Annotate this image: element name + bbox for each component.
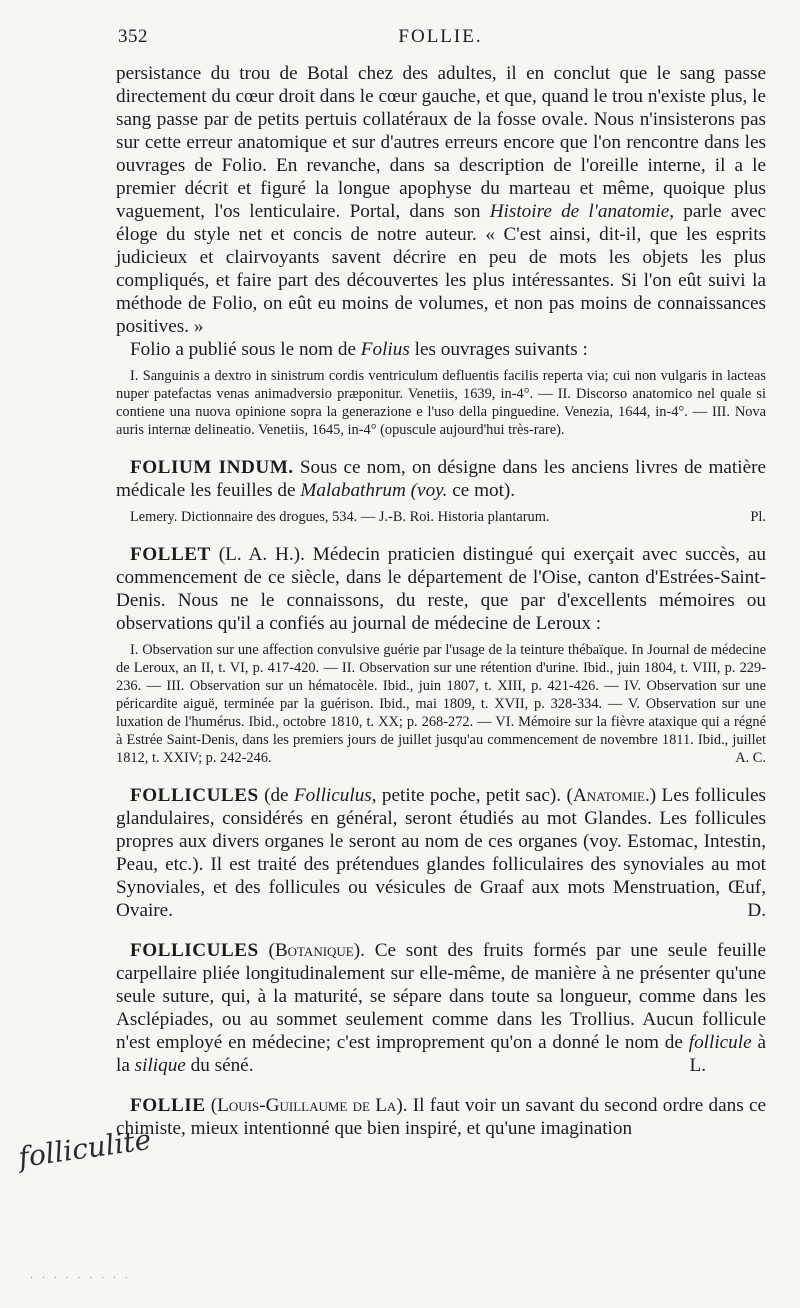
folium-indum-references bbox=[116, 508, 766, 526]
follicules-word-silique: silique bbox=[134, 1055, 186, 1076]
follie-headword: FOLLIE bbox=[130, 1095, 206, 1116]
folium-indum-signature: Pl. bbox=[750, 509, 766, 525]
folium-indum-text-b: ce mot). bbox=[447, 480, 516, 501]
follicules-anatomie-headword: FOLLICULES bbox=[130, 785, 259, 806]
follicules-anatomie-signature: D. bbox=[747, 900, 766, 921]
folio-works-intro-a: Folio a publié sous le nom de bbox=[130, 339, 361, 360]
follet-works: I. Observation sur une affection convulsive guérie par l'usage de la teinture thébaïque. In Journal de médecine de Leroux, an II, t. VI, p. 417-420. — II. Observation sur une rétention d'urine. Ibid., juin 1804, t. VIII, p. 229-236. — III. Observation sur un hématocèle. Ibid., juin 1807, t. XIII, p. 421-426. — IV. Observation sur une péricardite aiguë, terminée par la guérison. Ibid., mai 1809, t. XVII, p. 328-334. — V. Observation sur une luxation de l'humérus. Ibid., octobre 1810, t. XX; p. 268-272. — VI. Mémoire sur la fièvre ataxique qui a régné à Estrée Saint-Denis, dans les premiers jours de juillet jusqu'au commencement de novembre 1811. Ibid., juillet 1812, t. XXIV; p. 242-246. bbox=[116, 642, 766, 766]
follicules-botanique-text-c: du séné. bbox=[185, 1055, 254, 1076]
follicules-botanique-entry bbox=[116, 939, 766, 1077]
follicules-botanique-text-a: Ce sont des fruits formés par une seule feuille carpellaire pliée longitudinalement sur elle-même, de manière à ne présenter qu'une seule suture, qui, à la maturité, se sépare dans toute sa longueur, comme dans les Asclépiades, ou au sommet seulement comme dans les Trollius. Aucun follicule n'est employé en médecine; c'est improprement qu'on a donné le nom de bbox=[116, 940, 766, 1053]
folium-indum-ref: Lemery. Dictionnaire des drogues, 534. — J.-B. Roi. Historia plantarum. bbox=[130, 509, 550, 525]
follicules-etym-a: (de bbox=[258, 785, 294, 806]
follicules-anatomie-text: Les follicules glandulaires, considérés en général, seront étudiés au mot Glandes. Les follicules propres aux divers organes le seront au nom de ces organes (voy. Estomac, Intestin, Peau, etc.). Il est traité des prétendues glandes folliculaires des synoviales au mot Synoviales, et des follicules ou vésicules de Graaf aux mots Menstruation, Œuf, Ovaire. bbox=[116, 785, 767, 921]
folio-works-intro bbox=[116, 338, 766, 361]
follet-signature: A. C. bbox=[735, 750, 766, 766]
handwritten-margin-note: folliculite bbox=[16, 1122, 154, 1175]
follet-headword: FOLLET bbox=[130, 544, 211, 565]
folio-entry-continuation bbox=[116, 62, 766, 338]
follicules-etym-word: Folliculus bbox=[293, 785, 372, 806]
follet-entry bbox=[116, 543, 766, 635]
follicules-anatomie-entry bbox=[116, 784, 766, 922]
follet-text: Médecin praticien distingué qui exerçait avec succès, au commencement de ce siècle, dans le département de l'Oise, canton d'Estrées-Saint-Denis. Nous ne le connaissons, du reste, que par d'excellents mémoires ou observations qu'il a confiés au journal de médecine de Leroux : bbox=[116, 544, 766, 634]
folio-text-end: , parle avec éloge du style net et concis de notre auteur. « C'est ainsi, dit-il, que les esprits judicieux et clairvoyants savent décrire en peu de mots les objets les plus compliqués, et faire part des découvertes les plus intéressantes. Si l'on eût suivi la méthode de Folio, on eût eu moins de volumes, et non pas moins de connaissances positives. » bbox=[116, 201, 766, 337]
folio-latin-name: Folius bbox=[360, 339, 410, 360]
follet-initials: (L. A. H.). bbox=[210, 544, 305, 565]
folio-works-list: I. Sanguinis a dextro in sinistrum cordis ventriculum defluentis facilis reperta via; cui non vulgaris in lacteas nuper patefactas venas animadversio præponitur. Venetiis, 1639, in-4°. — II. Discorso anatomico nel quale si contiene una nuova opinione sopra la generazione e l'uso della pinguedine. Venezia, 1644, in-4°. — III. Nova auris internæ delineatio. Venetiis, 1645, in-4° (opuscule aujourd'hui très-rare). bbox=[116, 368, 766, 438]
follicules-etym-b: , petite poche, petit sac). bbox=[371, 785, 562, 806]
page-header bbox=[118, 26, 763, 50]
follicules-word-follicule: follicule bbox=[688, 1032, 752, 1053]
folium-indum-entry bbox=[116, 456, 766, 502]
follicules-botanique-headword: FOLLICULES bbox=[130, 940, 259, 961]
folium-indum-voy: (voy. bbox=[410, 480, 448, 501]
follie-name: (Louis-Guillaume de La). bbox=[205, 1095, 408, 1116]
follicules-botanique-signature: L. bbox=[689, 1055, 706, 1076]
follie-entry bbox=[116, 1094, 766, 1140]
follicules-anatomie-section: (Anatomie.) bbox=[561, 785, 657, 806]
folium-indum-malabathrum: Malabathrum bbox=[300, 480, 406, 501]
follicules-botanique-text-b: à la bbox=[116, 1032, 766, 1076]
follicules-botanique-section: (Botanique). bbox=[258, 940, 365, 961]
folio-work-title: Histoire de l'anatomie bbox=[489, 201, 670, 222]
folium-indum-headword: FOLIUM INDUM. bbox=[130, 457, 294, 478]
follet-works-list bbox=[116, 641, 766, 767]
folio-text: persistance du trou de Botal chez des adultes, il en conclut que le sang passe directement du cœur droit dans le cœur gauche, et que, quand le trou n'existe plus, le sang passe par de petits pertuis collatéraux de la fosse ovale. Nous n'insisterons pas sur cette erreur anatomique et sur d'autres erreurs encore que l'on rencontre dans les ouvrages de Folio. En revanche, dans sa description de l'oreille interne, il a le premier décrit et figuré la longue apophyse du marteau et même, quoique plus vaguement, l'os lenticulaire. Portal, dans son bbox=[116, 63, 766, 222]
running-title: FOLLIE. bbox=[398, 26, 483, 47]
page-bottom-marks: · · · · · · · · · bbox=[30, 1273, 131, 1284]
folium-indum-text-a: Sous ce nom, on désigne dans les anciens livres de matière médicale les feuilles de bbox=[116, 457, 766, 501]
page-body bbox=[116, 62, 766, 1140]
page-number: 352 bbox=[118, 26, 148, 47]
folio-works-intro-b: les ouvrages suivants : bbox=[409, 339, 588, 360]
follie-text: Il faut voir un savant du second ordre dans ce chimiste, mieux intentionné que bien inspiré, et qu'une imagination bbox=[116, 1095, 766, 1139]
